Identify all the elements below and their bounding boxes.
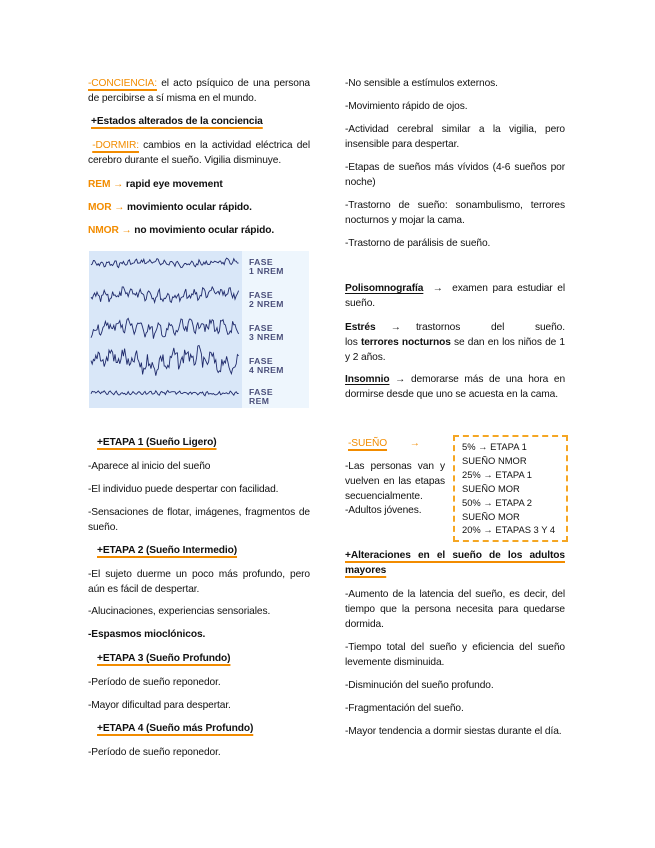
etapa2-item: -El sujeto duerme un poco más profundo, pero aún es fácil de despertar. [88,569,310,595]
etapa4-heading: +ETAPA 4 (Sueño más Profundo) [97,723,254,734]
rem-item: -Etapas de sueños más vívidos (4-6 sueños por noche) [345,162,565,188]
rem-item: -Movimiento rápido de ojos. [345,101,468,112]
conciencia-heading: -CONCIENCIA: [88,78,157,89]
etapa4-item: -Período de sueño reponedor. [88,747,221,758]
alteraciones-item: -Fragmentación del sueño. [345,703,464,714]
dormir-paragraph: -DORMIR: cambios en la actividad eléctrica del cerebro durante el sueño. Vigilia disminuye. [88,140,310,166]
arrow-right-icon: → [395,374,406,385]
alteraciones-item: -Aumento de la latencia del sueño, es decir, del tiempo que la persona necesita para quedarse dormida. [345,589,565,630]
alteraciones-item: -Disminución del sueño profundo. [345,680,494,691]
eeg-wave-5 [91,391,239,396]
conciencia-paragraph: -CONCIENCIA: el acto psíquico de una persona de percibirse a sí misma en el mundo. [88,78,310,104]
etapa2-item: -Espasmos mioclónicos. [88,629,206,640]
rem-item: -No sensible a estímulos externos. [345,78,498,89]
sueno-text: -Las personas van y vuelven en las etapas secuencialmente. [345,461,445,502]
alteraciones-item: -Tiempo total del sueño y eficiencia del sueño levemente disminuida. [345,642,565,668]
rem-item: -Trastorno de sueño: sonambulismo, terrores nocturnos y mojar la cama. [345,200,565,226]
etapa3-heading: +ETAPA 3 (Sueño Profundo) [97,653,231,664]
rem-item: -Trastorno de parálisis de sueño. [345,238,491,249]
estres-paragraph: Estrés → trastornos del sueño. los terrores nocturnos se dan en los niños de 1 y 2 años. [345,322,566,363]
eeg-label-4: FASE 4 NREM [249,356,284,375]
dormir-heading: -DORMIR: [92,140,139,151]
alteraciones-item: -Mayor tendencia a dormir siestas durante el día. [345,726,562,737]
etapa2-item: -Alucinaciones, experiencias sensoriales. [88,606,271,617]
eeg-wave-2 [91,287,239,303]
arrow-right-icon: → [121,225,132,236]
etapa3-item: -Mayor dificultad para despertar. [88,700,231,711]
nmor-definition: NMOR → no movimiento ocular rápido. [88,225,275,236]
sueno-heading: -SUEÑO → [348,438,420,449]
rem-definition: REM → rapid eye movement [88,179,223,190]
insomnio-paragraph: Insomnio → demorarse más de una hora en dormirse desde que uno se acuesta en la cama. [345,374,566,400]
eeg-label-3: FASE 3 NREM [249,323,284,342]
eeg-wave-4 [91,346,239,376]
arrow-right-icon: → [428,283,448,294]
sleep-percentage-box: 5% → ETAPA 1 SUEÑO NMOR 25% → ETAPA 1 SUEÑO MOR 50% → ETAPA 2 SUEÑO MOR 20% → ETAPAS 3 Y 4 [453,435,568,542]
etapa1-item: -Sensaciones de flotar, imágenes, fragmentos de sueño. [88,507,310,533]
etapa1-item: -El individuo puede despertar con facilidad. [88,484,279,495]
etapa2-heading: +ETAPA 2 (Sueño Intermedio) [97,545,238,556]
eeg-sleep-stages-image [88,250,310,410]
eeg-wave-3 [91,318,239,338]
arrow-right-icon: → [409,438,420,449]
arrow-right-icon: → [390,322,401,333]
mor-definition: MOR → movimiento ocular rápido. [88,202,252,213]
etapa1-item: -Aparece al inicio del sueño [88,461,211,472]
arrow-right-icon: → [113,179,124,190]
etapa3-item: -Período de sueño reponedor. [88,677,221,688]
eeg-label-1: FASE 1 NREM [249,257,284,276]
sueno-text-adultos: -Adultos jóvenes. [345,505,422,516]
rem-item: -Actividad cerebral similar a la vigilia, pero insensible para despertar. [345,124,565,150]
estados-heading: +Estados alterados de la conciencia [91,116,263,127]
eeg-waves [89,251,242,408]
eeg-label-5: FASE REM [249,387,274,406]
eeg-wave-1 [91,258,239,268]
polisomnografia-paragraph: Polisomnografía → examen para estudiar el sueño. [345,283,565,309]
arrow-right-icon: → [114,202,125,213]
alteraciones-heading: +Alteraciones en el sueño de los adultos mayores [345,550,565,576]
eeg-label-2: FASE 2 NREM [249,290,284,309]
etapa1-heading: +ETAPA 1 (Sueño Ligero) [97,437,217,448]
